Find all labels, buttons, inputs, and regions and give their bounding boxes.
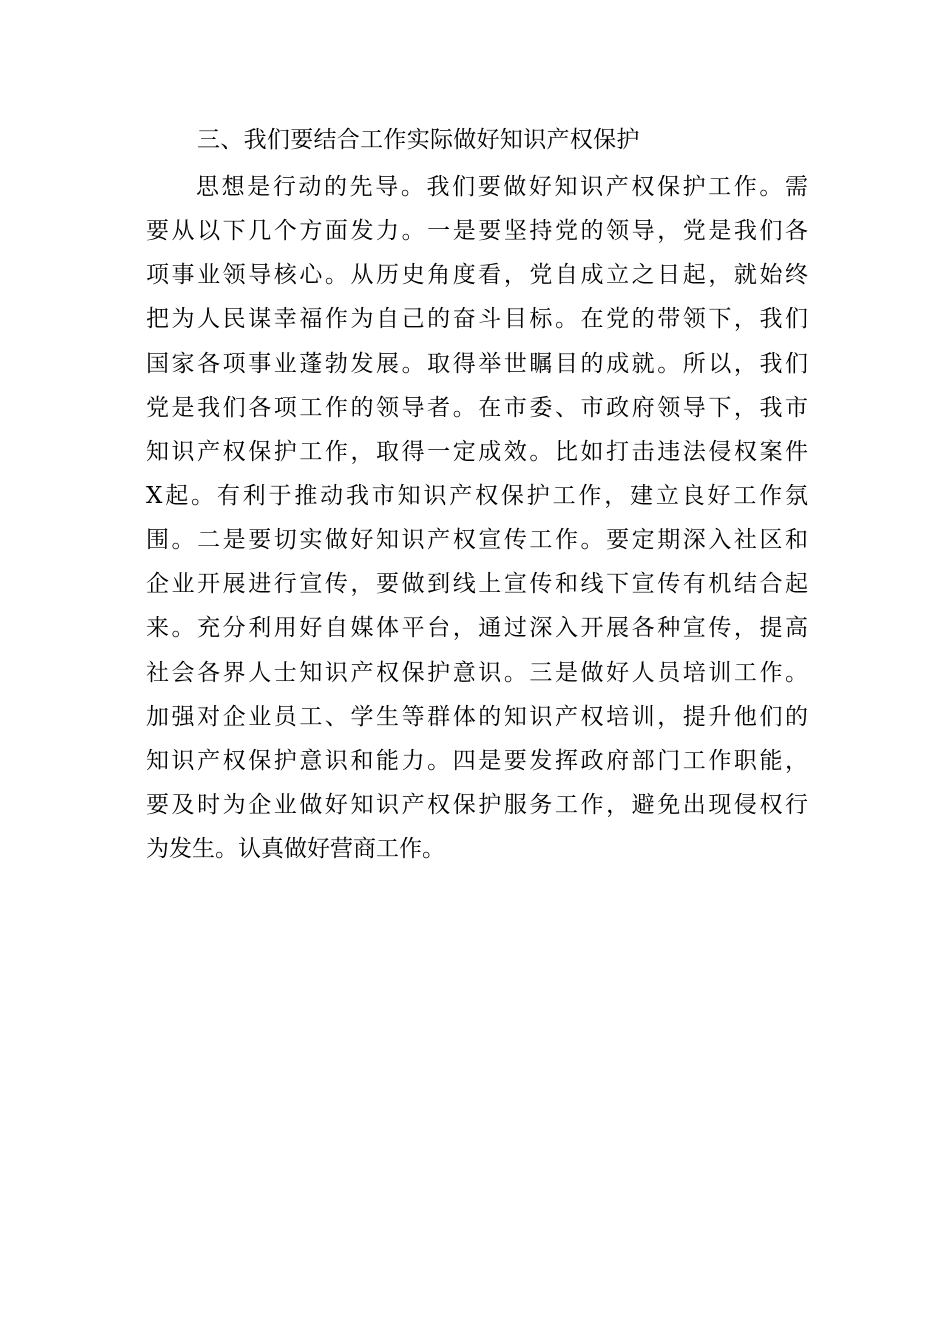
paragraph-line: 知识产权保护工作，取得一定成效。比如打击违法侵权案件 — [146, 438, 808, 465]
paragraph-line: 加强对企业员工、学生等群体的知识产权培训，提升他们的 — [146, 703, 808, 730]
paragraph-line: 要从以下几个方面发力。一是要坚持党的领导，党是我们各 — [146, 218, 808, 245]
body-paragraph — [146, 165, 808, 871]
paragraph-line: 项事业领导核心。从历史角度看，党自成立之日起，就始终 — [146, 262, 808, 289]
paragraph-line: 思想是行动的先导。我们要做好知识产权保护工作。需 — [196, 174, 808, 200]
paragraph-line: 把为人民谋幸福作为自己的奋斗目标。在党的带领下，我们 — [146, 306, 808, 333]
paragraph-line: 国家各项事业蓬勃发展。取得举世瞩目的成就。所以，我们 — [146, 350, 808, 377]
paragraph-line: X起。有利于推动我市知识产权保护工作，建立良好工作氛 — [146, 482, 808, 509]
paragraph-line: 围。二是要切实做好知识产权宣传工作。要定期深入社区和 — [146, 527, 808, 554]
paragraph-line: 知识产权保护意识和能力。四是要发挥政府部门工作职能， — [146, 747, 808, 774]
section-heading: 三、我们要结合工作实际做好知识产权保护 — [197, 127, 640, 153]
paragraph-line: 党是我们各项工作的领导者。在市委、市政府领导下，我市 — [146, 394, 808, 421]
paragraph-line: 企业开展进行宣传，要做到线上宣传和线下宣传有机结合起 — [146, 571, 808, 598]
paragraph-line: 要及时为企业做好知识产权保护服务工作，避免出现侵权行 — [146, 791, 808, 818]
paragraph-line-last: 为发生。认真做好营商工作。 — [146, 836, 445, 863]
paragraph-line: 来。充分利用好自媒体平台，通过深入开展各种宣传，提高 — [146, 615, 808, 642]
paragraph-line: 社会各界人士知识产权保护意识。三是做好人员培训工作。 — [146, 659, 808, 686]
